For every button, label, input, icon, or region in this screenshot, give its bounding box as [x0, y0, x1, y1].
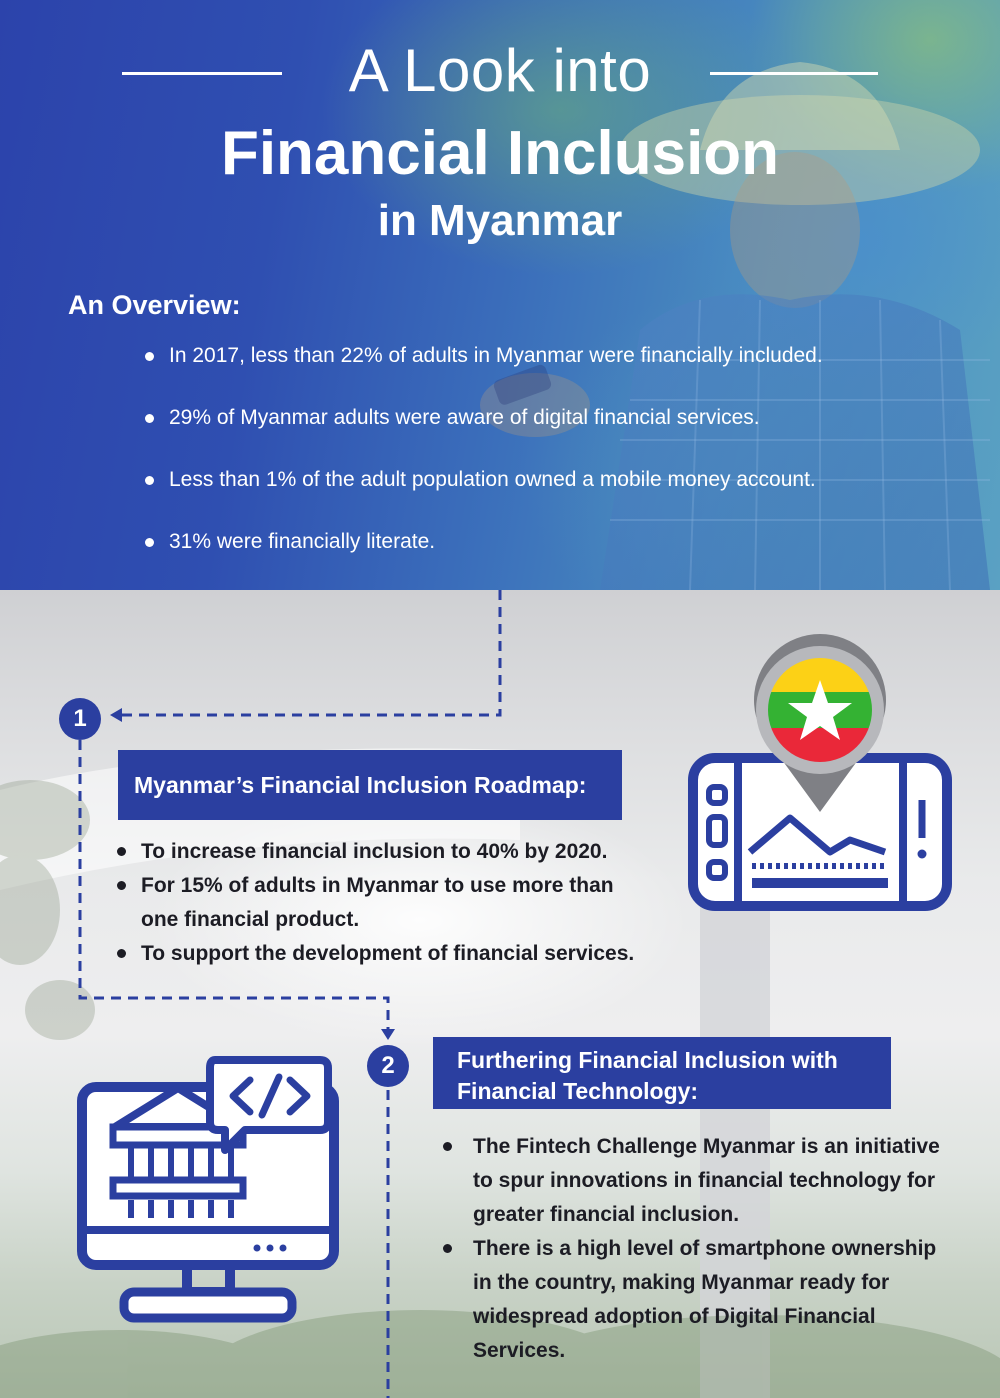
- step2-heading: Furthering Financial Inclusion with Financial Technology:: [433, 1037, 891, 1109]
- step2-item: The Fintech Challenge Myanmar is an initiative to spur innovations in financial technology for greater financial inclusion.: [443, 1130, 963, 1232]
- steps-section: [0, 590, 1000, 1398]
- overview-item: Less than 1% of the adult population owned a mobile money account.: [145, 462, 965, 524]
- step-number-1: 1: [59, 698, 101, 740]
- overview-list: [145, 338, 965, 586]
- step2-item: There is a high level of smartphone ownership in the country, making Myanmar ready for widespread adoption of Digital Financial Services.: [443, 1232, 953, 1368]
- overview-item: 29% of Myanmar adults were aware of digital financial services.: [145, 400, 965, 462]
- page-title: Financial Inclusion: [220, 119, 780, 188]
- title-subtitle: in Myanmar: [377, 196, 623, 245]
- overview-item: In 2017, less than 22% of adults in Myanmar were financially included.: [145, 338, 965, 400]
- step-number-2: 2: [367, 1045, 409, 1087]
- step1-item: For 15% of adults in Myanmar to use more than one financial product.: [117, 869, 651, 937]
- step1-item: To increase financial inclusion to 40% by 2020.: [117, 835, 677, 869]
- step1-heading: Myanmar’s Financial Inclusion Roadmap:: [118, 750, 622, 820]
- title-top: A Look into: [348, 37, 652, 104]
- overview-heading: An Overview:: [68, 290, 241, 320]
- step1-item: To support the development of financial services.: [117, 937, 677, 971]
- online-banking-computer-icon: [0, 590, 1000, 1398]
- hero-section: [0, 0, 1000, 590]
- overview-item: 31% were financially literate.: [145, 524, 965, 586]
